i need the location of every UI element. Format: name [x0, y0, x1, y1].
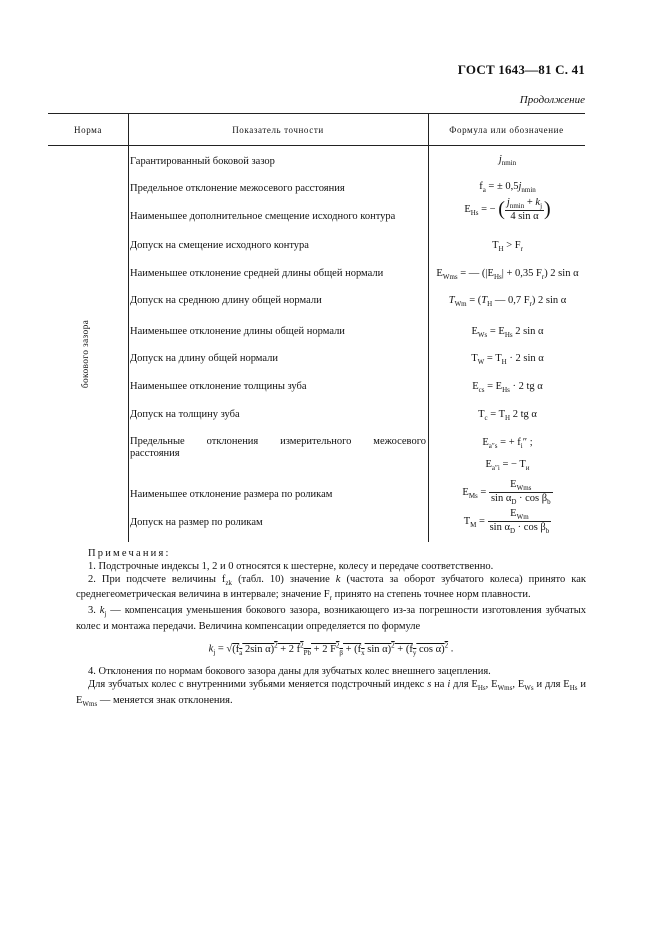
row-formula: $T_W = T_H \cdot 2$ sin α [471, 353, 544, 367]
note-2: 2. При подсчете величины $f_{zk}$ (табл. 10) значение k (частота за оборот зубчатого колеса) принято как среднегеометрическая величина в интервале; значение $F_r$ принято на степень точнее норм плавности. [76, 573, 586, 603]
column-divider [128, 114, 129, 542]
row-indicator: Допуск на толщину зуба [130, 409, 240, 420]
row-formula: $T_H > F_r$ [492, 240, 523, 254]
row-indicator: Наименьшее отклонение средней длины общей нормали [130, 268, 384, 279]
row-indicator: Допуск на размер по роликам [130, 517, 263, 528]
row-formula: $E_{a''s}$ = + $f_i''$ ; [482, 437, 533, 451]
row-indicator: Допуск на среднюю длину общей нормали [130, 295, 322, 306]
note-4: 4. Отклонения по нормам бокового зазора даны для зубчатых колес внешнего зацепления. [88, 666, 491, 678]
row-formula: $E_{Hs}$ = − ( $\frac{j_{nmin} + k_j}{\text{4 sin α}}$ ) [464, 197, 551, 223]
header-formula: Формула или обозначение [428, 114, 585, 146]
row-indicator: Допуск на смещение исходного контура [130, 240, 309, 251]
column-divider [428, 114, 429, 542]
row-indicator: Наименьшее отклонение длины общей нормали [130, 326, 345, 337]
row-formula: $T_c = T_H$ 2 tg α [478, 409, 537, 423]
row-indicator: Наименьшее отклонение толщины зуба [130, 381, 307, 392]
norm-label: бокового зазора [81, 319, 91, 389]
row-indicator: Наименьшее отклонение размера по роликам [130, 489, 333, 500]
note-1: 1. Подстрочные индексы 1, 2 и 0 относятся к шестерне, колесу и передаче соответственно. [88, 560, 494, 572]
header-norm: Норма [48, 114, 128, 146]
row-formula: $E_{Ms}$ = $\frac{E_{Wms}}{\sin \alpha_D \cdot \cos \beta_b}$ [462, 479, 551, 507]
page-header: ГОСТ 1643—81 С. 41 [457, 62, 585, 77]
note-3: 3. $k_j$ — компенсация уменьшения бокового зазора, возникающего из-за погрешности изготовления зубчатых колес и монтажа передачи. Величина компенсации определяется по формуле [76, 605, 586, 633]
notes-section [76, 548, 586, 711]
row-indicator: Наименьшее дополнительное смещение исходного контура [130, 211, 396, 222]
row-indicator: Предельное отклонение межосевого расстояния [130, 183, 345, 194]
row-formula: $E_{a''i}$ = − $T_и$ [485, 459, 530, 473]
row-formula: $T_{Wm} = (T_H$ — 0,7 $F_r$) 2 sin α [448, 295, 567, 309]
note-3-formula: $k_j = √(f_a$ 2sin α)$^2$ + 2 $f^2_{Pb} + 2$ $F^2_\beta + (f_x$ $\sin \alpha)^2 + (f_y$ cos α)$^2$ . [208, 641, 454, 657]
accuracy-table [48, 113, 585, 542]
row-indicator: Допуск на длину общей нормали [130, 353, 278, 364]
row-indicator-line1: Предельные отклонения измерительного межосевого [130, 436, 426, 447]
row-formula: $E_{Wms}$ = — ($|E_{Hs}| + 0,35$ $F_r$) 2 sin α [436, 268, 579, 282]
header-indicator: Показатель точности [128, 114, 428, 146]
row-indicator-line2: расстояния [130, 448, 180, 459]
row-formula: $f_a$ = ± $0,5j_{nmin}$ [479, 181, 536, 195]
notes-title: Примечания: [88, 548, 171, 559]
continuation-label: Продолжение [519, 94, 585, 106]
row-formula: $T_M$ = $\frac{E_{Wm}}{\sin \alpha_D \cdot \cos \beta_b}$ [463, 508, 550, 536]
row-formula: $E_{Ws} = E_{Hs}$ 2 sin α [471, 326, 544, 340]
row-formula: $j_{nmin}$ [498, 154, 517, 168]
row-formula: $E_{cs} = E_{Hs} \cdot 2$ tg α [472, 381, 543, 395]
row-indicator: Гарантированный боковой зазор [130, 156, 275, 167]
note-4b: Для зубчатых колес с внутренними зубьями меняется подстрочный индекс s на i для $E_{Hs}$, $E_{Wms}$, $E_{Ws}$ и для $E_{Hs}$ и $E_{Wms}$ — меняется знак отклонения. [76, 679, 587, 709]
